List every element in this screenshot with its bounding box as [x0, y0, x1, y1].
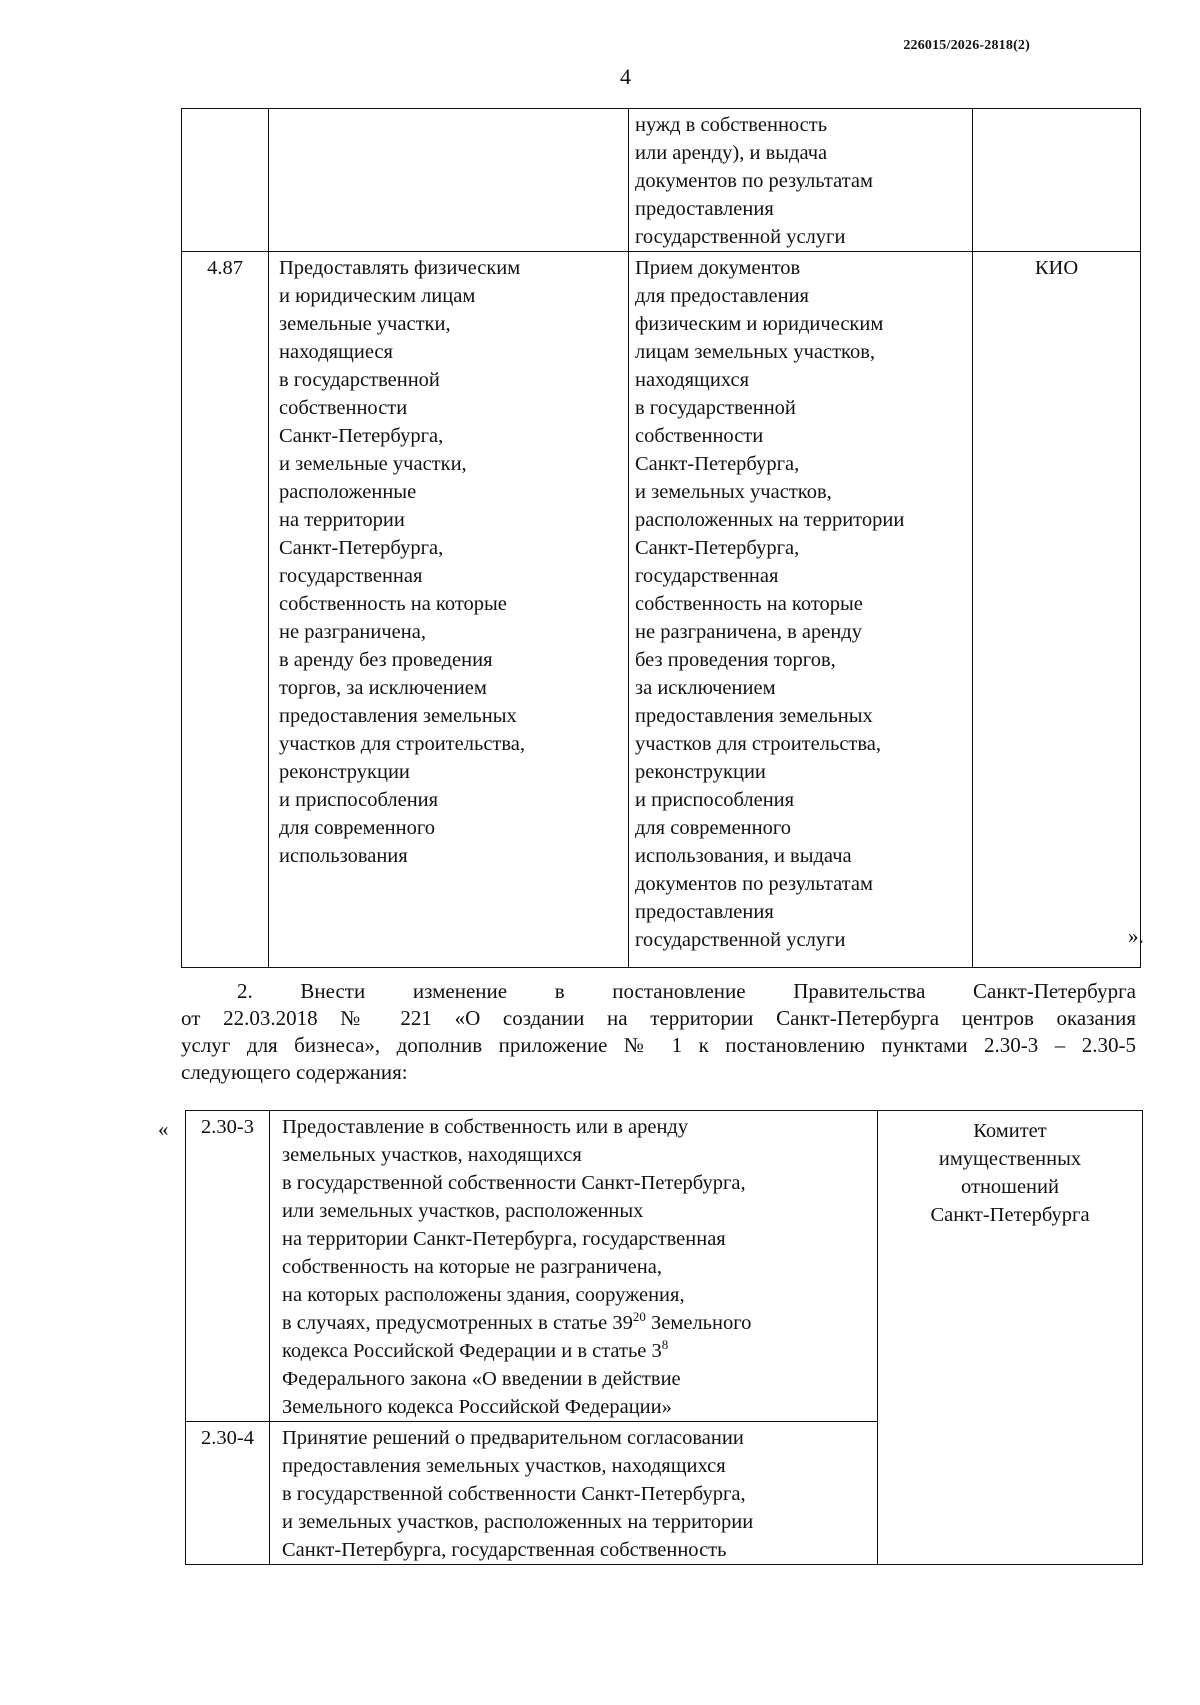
text-line: собственность на которые [279, 593, 507, 615]
text-line: Санкт-Петербурга, [279, 425, 444, 447]
text-line: кодекса Российской Федерации и в статье $3^8$ [282, 1337, 669, 1362]
text-line: для современного [635, 817, 792, 839]
text-line: Предоставлять физическим [279, 257, 521, 279]
text-line: Санкт-Петербурга, [635, 453, 800, 475]
text-line: предоставления земельных участков, находящихся [282, 1455, 726, 1477]
services-table-continued [181, 108, 1141, 968]
text-line: расположенные [279, 481, 417, 503]
procedure-cell [629, 109, 973, 252]
text-line: земельных участков, находящихся [282, 1144, 582, 1166]
text-line: Санкт-Петербурга, [635, 537, 800, 559]
row-number-cell: 4.87 [182, 252, 269, 968]
text-line: лицам земельных участков, [635, 341, 876, 363]
text-line: не разграничена, [279, 621, 426, 643]
text-line: Принятие решений о предварительном согласовании [282, 1427, 744, 1449]
text-line: имущественных [938, 1148, 1082, 1170]
paragraph-line: услуг для бизнеса», дополнив приложение № 1 к постановлению пунктами 2.30-3 – 2.30-5 [181, 1033, 1136, 1057]
service-name-cell [269, 109, 629, 252]
paragraph-line: от 22.03.2018 № 221 «О создании на территории Санкт-Петербурга центров оказания [181, 1006, 1136, 1030]
text-line: Санкт-Петербурга, государственная собственность [282, 1539, 727, 1561]
text-line: предоставления [635, 198, 774, 220]
text-line: Предоставление в собственность или в аренду [282, 1116, 689, 1138]
text-line: находящихся [635, 369, 750, 391]
text-line: участков для строительства, [279, 733, 526, 755]
text-line: документов по результатам [635, 170, 873, 192]
text-line: Федерального закона «О введении в действие [282, 1368, 681, 1390]
text-line: Санкт-Петербурга [930, 1204, 1090, 1226]
text-line: государственная [635, 565, 779, 587]
text-line: для современного [279, 817, 436, 839]
text-line: использования [279, 845, 408, 867]
paragraph-line: 2. Внести изменение в постановление Правительства Санкт-Петербурга [237, 979, 1136, 1003]
text-line: в государственной [635, 397, 796, 419]
text-line: в государственной собственности Санкт-Петербурга, [282, 1483, 746, 1505]
page-number: 4 [620, 64, 631, 89]
service-name-cell [270, 1111, 878, 1422]
text-line: собственности [279, 397, 408, 419]
text-line: государственная [279, 565, 423, 587]
text-line: в аренду без проведения [279, 649, 493, 671]
row-number-cell: 2.30-4 [186, 1422, 270, 1565]
row-number-cell: 2.30-3 [186, 1111, 270, 1422]
text-line: Земельного кодекса Российской Федерации» [282, 1396, 672, 1418]
text-line: государственной услуги [635, 226, 846, 248]
text-line: на которых расположены здания, сооружения, [282, 1284, 685, 1306]
table-row [186, 1111, 1143, 1422]
text-line: и приспособления [279, 789, 439, 811]
text-line: и земельных участков, [635, 481, 832, 503]
text-line: участков для строительства, [635, 733, 882, 755]
text-line: на территории [279, 509, 405, 531]
text-line: и земельных участков, расположенных на территории [282, 1511, 754, 1533]
text-line: для предоставления [635, 285, 809, 307]
text-line: физическим и юридическим [635, 313, 884, 335]
table-row [182, 109, 1141, 252]
new-items-table [185, 1110, 1143, 1565]
text-line: использования, и выдача [635, 845, 852, 867]
text-line: и приспособления [635, 789, 795, 811]
text-line: на территории Санкт-Петербурга, государственная [282, 1228, 726, 1250]
text-line: реконструкции [635, 761, 766, 783]
text-line: расположенных на территории [635, 509, 905, 531]
text-line: или земельных участков, расположенных [282, 1200, 644, 1222]
text-line: торгов, за исключением [279, 677, 487, 699]
text-line: без проведения торгов, [635, 649, 836, 671]
text-line: собственности [635, 425, 764, 447]
document-code: 226015/2026-2818(2) [903, 38, 1030, 53]
text-line: Прием документов [635, 257, 801, 279]
text-line: предоставления земельных [635, 705, 873, 727]
table-row [182, 252, 1141, 968]
text-line: собственность на которые [635, 593, 863, 615]
text-line: в случаях, предусмотренных в статье $39^{20}$ Земельного [282, 1309, 752, 1334]
paragraph-line: следующего содержания: [181, 1060, 408, 1084]
text-line: реконструкции [279, 761, 410, 783]
text-line: предоставления [635, 901, 774, 923]
text-line: документов по результатам [635, 873, 873, 895]
text-line: или аренду), и выдача [635, 142, 828, 164]
text-line: и земельные участки, [279, 453, 467, 475]
organization-cell [878, 1111, 1143, 1565]
text-line: находящиеся [279, 341, 393, 363]
procedure-cell [629, 252, 973, 968]
text-line: в государственной собственности Санкт-Петербурга, [282, 1172, 746, 1194]
text-line: государственной услуги [635, 929, 846, 951]
row-number-cell [182, 109, 269, 252]
service-name-cell [270, 1422, 878, 1565]
text-line: предоставления земельных [279, 705, 517, 727]
text-line: нужд в собственность [635, 114, 828, 136]
organization-cell: КИО [973, 252, 1141, 968]
organization-cell [973, 109, 1141, 252]
text-line: за исключением [635, 677, 776, 699]
text-line: и юридическим лицам [279, 285, 476, 307]
opening-quote: « [158, 1117, 169, 1141]
service-name-cell [269, 252, 629, 968]
text-line: в государственной [279, 369, 440, 391]
text-line: Комитет [973, 1120, 1047, 1142]
text-line: Санкт-Петербурга, [279, 537, 444, 559]
closing-quote: ». [1128, 924, 1144, 948]
text-line: собственность на которые не разграничена, [282, 1256, 662, 1278]
amendment-paragraph [181, 978, 1136, 1086]
text-line: не разграничена, в аренду [635, 621, 862, 643]
text-line: земельные участки, [279, 313, 451, 335]
text-line: отношений [961, 1176, 1059, 1198]
